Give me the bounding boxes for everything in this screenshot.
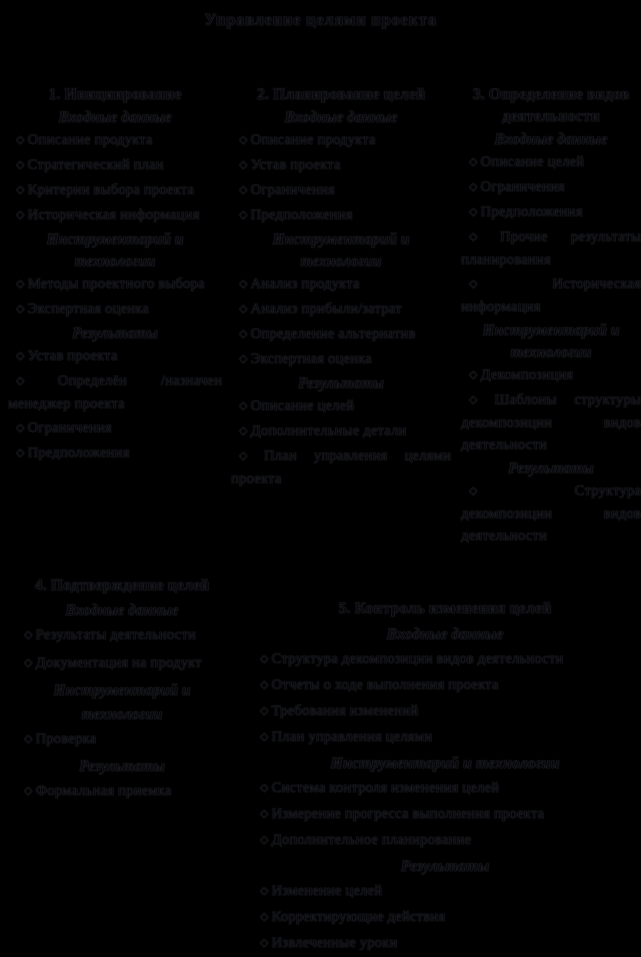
list-item	[8, 154, 222, 177]
list-item-text: Ограничения	[250, 182, 335, 198]
list-item-text: Описание продукта	[27, 132, 153, 148]
list-item	[252, 931, 638, 957]
list-item-text: Корректирующие действия	[271, 909, 446, 925]
list-item-text: Требования изменений	[271, 703, 419, 719]
diamond-bullet-icon: ◇	[239, 400, 248, 412]
list-item-text: Дополнительное планирование	[271, 832, 472, 848]
list-item	[461, 389, 641, 456]
diamond-bullet-icon: ◇	[469, 394, 492, 406]
list-item	[16, 779, 228, 804]
list-item	[8, 273, 222, 296]
list-item	[8, 442, 222, 465]
diamond-bullet-icon: ◇	[239, 353, 248, 365]
diamond-bullet-icon: ◇	[469, 485, 572, 497]
list-item-text: Описание продукта	[250, 132, 376, 148]
section-header: 4. Подтверждение целей	[34, 577, 210, 594]
list-item-text: Методы проектного выбора	[27, 276, 205, 292]
diamond-bullet-icon: ◇	[260, 731, 269, 743]
diamond-bullet-icon: ◇	[469, 231, 497, 243]
diamond-bullet-icon: ◇	[239, 328, 248, 340]
list-item-text: Ограничения	[27, 420, 112, 436]
section-header: 3. Определение видов деятельности	[472, 86, 630, 125]
group-label-tools: Инструментарий и технологии	[330, 755, 560, 772]
diamond-bullet-icon: ◇	[260, 679, 269, 691]
list-item	[231, 154, 451, 177]
diamond-bullet-icon: ◇	[16, 134, 25, 146]
list-item-text: Изменение целей	[271, 883, 383, 899]
list-item-text: Дополнительные детали	[250, 423, 407, 439]
list-item	[8, 417, 222, 440]
diamond-bullet-icon: ◇	[16, 209, 25, 221]
list-item-text: Документация на продукт	[35, 655, 202, 671]
list-item	[252, 647, 638, 673]
diamond-bullet-icon: ◇	[16, 303, 25, 315]
diamond-bullet-icon: ◇	[239, 209, 248, 221]
list-item-text: Анализ прибыли/затрат	[250, 301, 402, 317]
section-header: 5. Контроль изменения целей	[338, 600, 552, 617]
list-item-text: Критерии выбора проекта	[27, 182, 195, 198]
list-item	[461, 480, 641, 547]
list-item-text: Экспертная оценка	[27, 301, 149, 317]
list-item-text: Анализ продукта	[250, 276, 360, 292]
list-item-text: План управления целями	[271, 729, 433, 745]
list-item-text: Структура декомпозиции видов деятельности	[271, 651, 564, 667]
diamond-bullet-icon: ◇	[16, 447, 25, 459]
list-item-text: Шаблоны структуры декомпозиции видов деятельности	[461, 392, 641, 453]
list-item	[461, 201, 641, 224]
list-item	[8, 129, 222, 152]
group-label-inputs: Входные данные	[386, 626, 504, 643]
page-title: Управление целями проекта	[204, 10, 437, 29]
diamond-bullet-icon: ◇	[239, 450, 261, 462]
list-item-text: Отчеты о ходе выполнения проекта	[271, 677, 499, 693]
diamond-bullet-icon: ◇	[16, 159, 25, 171]
diamond-bullet-icon: ◇	[16, 422, 25, 434]
list-item-text: Прочие результаты планирования	[461, 229, 641, 268]
list-item-text: Определение альтернатив	[250, 326, 416, 342]
list-item	[252, 699, 638, 725]
list-item	[8, 204, 222, 227]
group-label-inputs: Входные данные	[494, 131, 608, 148]
list-item	[461, 151, 641, 174]
group-label-results: Результаты	[400, 858, 490, 875]
diamond-bullet-icon: ◇	[469, 369, 478, 381]
list-item	[461, 226, 641, 271]
diamond-bullet-icon: ◇	[239, 303, 248, 315]
list-item-text: Извлеченные уроки	[271, 935, 398, 951]
diamond-bullet-icon: ◇	[239, 159, 248, 171]
list-item-text: Система контроля изменения целей	[271, 780, 500, 796]
diamond-bullet-icon: ◇	[239, 134, 248, 146]
diamond-bullet-icon: ◇	[469, 181, 478, 193]
list-item	[8, 370, 222, 415]
list-item	[461, 176, 641, 199]
list-item	[461, 273, 641, 318]
diamond-bullet-icon: ◇	[24, 629, 33, 641]
diamond-bullet-icon: ◇	[260, 808, 269, 820]
section-goal-change-control	[252, 596, 638, 957]
list-item	[16, 623, 228, 648]
list-item	[231, 445, 451, 490]
list-item-text: Проверка	[35, 731, 97, 747]
diamond-bullet-icon: ◇	[16, 278, 25, 290]
list-item	[252, 673, 638, 699]
list-item	[16, 727, 228, 752]
section-header: 1. Инициирование	[48, 86, 182, 103]
list-item-text: Описание целей	[250, 398, 355, 414]
group-label-results: Результаты	[508, 460, 594, 477]
group-label-results: Результаты	[298, 375, 384, 392]
list-item-text: План управления целями проекта	[231, 448, 451, 487]
list-item	[252, 828, 638, 854]
group-label-inputs: Входные данные	[65, 602, 179, 619]
diamond-bullet-icon: ◇	[260, 653, 269, 665]
group-label-tools: Инструментарий и технологии	[46, 231, 184, 270]
diamond-bullet-icon: ◇	[469, 278, 550, 290]
list-item-text: Предположения	[250, 207, 353, 223]
diamond-bullet-icon: ◇	[239, 184, 248, 196]
list-item-text: Формальная приемка	[35, 783, 172, 799]
diamond-bullet-icon: ◇	[469, 156, 478, 168]
diamond-bullet-icon: ◇	[239, 425, 248, 437]
list-item-text: Результаты деятельности	[35, 627, 196, 643]
group-label-tools: Инструментарий и технологии	[482, 322, 620, 361]
group-label-results: Результаты	[72, 325, 158, 342]
list-item	[8, 179, 222, 202]
list-item-text: Определён /назначен менеджер проекта	[8, 373, 222, 412]
list-item-text: Историческая информация	[461, 276, 641, 315]
section-goal-confirmation	[16, 574, 228, 807]
list-item	[16, 651, 228, 676]
list-item	[8, 298, 222, 321]
list-item	[252, 905, 638, 931]
list-item	[231, 273, 451, 296]
section-goal-planning	[231, 84, 451, 492]
diamond-bullet-icon: ◇	[260, 885, 269, 897]
section-activity-definition	[461, 84, 641, 549]
list-item	[252, 879, 638, 905]
diamond-bullet-icon: ◇	[260, 782, 269, 794]
list-item	[252, 725, 638, 751]
group-label-tools: Инструментарий и технологии	[53, 682, 191, 723]
group-label-tools: Инструментарий и технологии	[272, 231, 410, 270]
diamond-bullet-icon: ◇	[24, 733, 33, 745]
list-item-text: Устав проекта	[250, 157, 341, 173]
diamond-bullet-icon: ◇	[16, 375, 55, 387]
section-initiation	[8, 84, 222, 467]
diamond-bullet-icon: ◇	[260, 937, 269, 949]
diamond-bullet-icon: ◇	[16, 350, 25, 362]
list-item-text: Декомпозиция	[480, 367, 574, 383]
list-item-text: Стратегический план	[27, 157, 164, 173]
list-item-text: Описание целей	[480, 154, 585, 170]
list-item-text: Экспертная оценка	[250, 351, 372, 367]
diamond-bullet-icon: ◇	[24, 657, 33, 669]
list-item-text: Историческая информация	[27, 207, 200, 223]
list-item-text: Измерение прогресса выполнения проекта	[271, 806, 545, 822]
list-item-text: Структура декомпозиции видов деятельности	[461, 483, 641, 544]
list-item	[252, 802, 638, 828]
diamond-bullet-icon: ◇	[16, 184, 25, 196]
list-item-text: Устав проекта	[27, 348, 118, 364]
section-header: 2. Планирование целей	[256, 86, 426, 103]
list-item	[8, 345, 222, 368]
list-item	[231, 298, 451, 321]
group-label-inputs: Входные данные	[284, 109, 398, 126]
list-item	[231, 204, 451, 227]
diamond-bullet-icon: ◇	[260, 911, 269, 923]
list-item	[461, 364, 641, 387]
diamond-bullet-icon: ◇	[260, 834, 269, 846]
list-item	[231, 395, 451, 418]
list-item	[252, 776, 638, 802]
list-item-text: Предположения	[480, 204, 583, 220]
list-item	[231, 420, 451, 443]
group-label-results: Результаты	[79, 758, 165, 775]
diamond-bullet-icon: ◇	[239, 278, 248, 290]
list-item	[231, 179, 451, 202]
group-label-inputs: Входные данные	[58, 109, 172, 126]
diamond-bullet-icon: ◇	[24, 785, 33, 797]
list-item	[231, 129, 451, 152]
diamond-bullet-icon: ◇	[260, 705, 269, 717]
diamond-bullet-icon: ◇	[469, 206, 478, 218]
list-item-text: Предположения	[27, 445, 130, 461]
list-item-text: Ограничения	[480, 179, 565, 195]
list-item	[231, 348, 451, 371]
list-item	[231, 323, 451, 346]
